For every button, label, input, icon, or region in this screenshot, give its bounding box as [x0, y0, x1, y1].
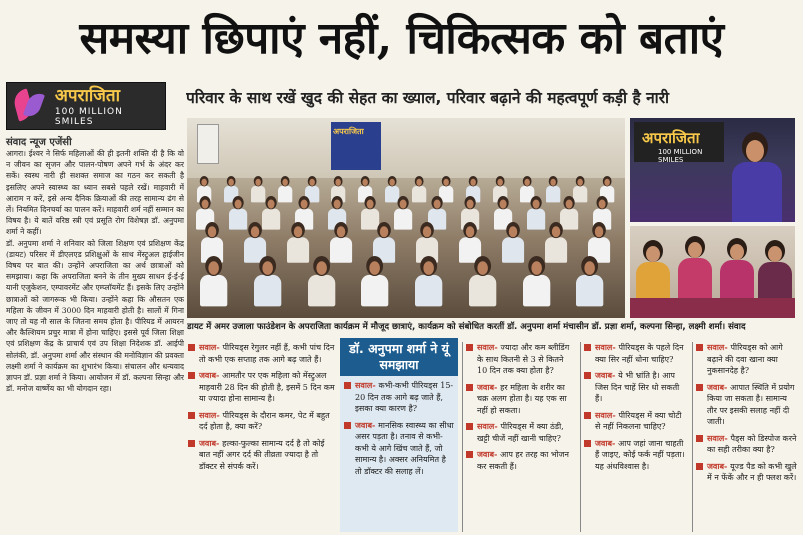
logo-title: अपराजिता — [54, 86, 121, 106]
answer-text: आपात स्थिति में प्रयोग किया जा सकता है। सामान्य तौर पर इसकी सलाह नहीं दी जाती। — [707, 382, 795, 426]
question-text: ज्यादा और कम ब्लीडिंग के साथ कितनी से 3 से कितने 10 दिन तक क्या होता है? — [477, 343, 570, 375]
answer-text: आप हर तरह का भोजन कर सकती हैं। — [477, 450, 569, 471]
question-label: सवाल- — [477, 342, 501, 352]
question-label: सवाल- — [355, 380, 379, 390]
answer-text: आमतौर पर एक महिला को मेंस्ट्रुअल माहवारी 28 दिन की होती है, इसमें 5 दिन कम या ज्यादा होना सामान्य है। — [199, 371, 335, 403]
photo-banner-subtitle: 100 MILLION SMILES — [658, 148, 703, 164]
answer-label: जवाब- — [355, 419, 379, 430]
expert-explains-box — [340, 338, 458, 532]
logo-subtitle: 100 MILLION SMILES — [54, 107, 123, 127]
question-label: सवाल- — [707, 342, 731, 352]
headline: समस्या छिपाएं नहीं, चिकित्सक को बताएं — [79, 13, 724, 64]
lead-paragraph: आगरा। ईश्वर ने सिर्फ महिलाओं की ही इतनी शक्ति दी है कि वो न जीवन का सृजन और पालन-पोषण अपने गर्भ के अंदर कर सकें। स्वस्थ नारी ही सशक्त समाज का गठन कर सकती है इसलिए अपने स्वास्थ्य का ध्यान सबसे पहले रखें। माहवारी में आराम न करें, इसे अन्य दैनिक क्रियाओं की तरह सामान्य ढंग से लें। नियमित दिनचर्या का पालन करें। माहवारी शर्म नहीं सम्मान का विषय है। ये बातें वरिष्ठ स्त्री एवं प्रसूति रोग विशेषज्ञ डॉ. अनुपमा शर्मा ने कहीं। — [6, 149, 184, 237]
answer-text: यूज्ड पैड को कभी खुले में न फेंकें और न ही फ्लश करें। — [707, 461, 797, 482]
answer-label: जवाब- — [707, 460, 731, 471]
answer-text: हल्का-फुल्का सामान्य दर्द है तो कोई बात नहीं अगर दर्द की तीव्रता ज्यादा है तो डॉक्टर से संपर्क करें। — [199, 438, 325, 471]
question-text: पीरियड्स में क्या चोटी से नहीं निकलना चाहिए? — [595, 410, 682, 431]
question-text: पीरियड्स को आगे बढ़ाने की दवा खाना क्या नुकसानदेह है? — [707, 343, 783, 375]
photo-board-title: अपराजिता — [333, 127, 364, 136]
butterfly-logo-icon — [13, 86, 49, 126]
question-label: सवाल- — [199, 342, 223, 352]
aparajita-logo — [6, 82, 166, 130]
question-text: पीरियड्स के पहले दिन क्या सिर नहीं धोना चाहिए? — [595, 343, 684, 364]
question-text: पैड्स को डिस्पोज करने का सही तरीका क्या है? — [707, 433, 797, 454]
photo-speaker — [630, 118, 795, 222]
answer-label: जवाब- — [199, 370, 223, 380]
subheadline: परिवार के साथ रखें खुद की सेहत का ख्याल, परिवार बढ़ाने की महत्वपूर्ण कड़ी है नारी — [186, 89, 670, 107]
lead-article — [6, 148, 184, 533]
qa-column-4 — [696, 342, 798, 532]
question-text: पीरियड्स रेगुलर नहीं हैं, कभी पांच दिन तो कभी एक सप्ताह तक आगे बढ़ जाते हैं। — [199, 343, 335, 364]
question-text: कभी-कभी पीरियड्स 15-20 दिन तक आगे बढ़ जाते हैं, इसका क्या कारण है? — [355, 381, 454, 413]
question-label: सवाल- — [707, 432, 731, 443]
qa-column-2 — [466, 342, 576, 532]
expert-box-title: डॉ. अनुपमा शर्मा ने यूं समझाया — [340, 338, 458, 376]
qa-column-3 — [584, 342, 688, 532]
answer-text: मानसिक स्वास्थ्य का सीधा असर पड़ता है। तनाव से कभी-कभी ये आगे खिंच जाते हैं, जो सामान्य है। अक्सर अनियमित है तो डॉक्टर की सलाह लें। — [355, 420, 454, 476]
answer-text: हर महिला के शरीर का चक्र अलग होता है। यह एक सा नहीं हो सकता। — [477, 382, 567, 415]
photo-dignitaries — [630, 226, 795, 318]
qa-column-1 — [188, 342, 336, 532]
answer-label: जवाब- — [595, 437, 619, 448]
lead-paragraph: डॉ. अनुपमा शर्मा ने शनिवार को जिला शिक्षण एवं प्रशिक्षण केंद्र (डायट) परिसर में डीएलएड प्रशिक्षुओं के साथ मेंस्ट्रुअल हाईजीन विषय पर बात की। उन्होंने अपराजिता का अर्थ छात्राओं को समझाया। कहा कि अपराजिता बनने के तीन मुख्य साधन ई-ई-ई यानी एजुकेशन, एम्पावरमेंट और एम्प्लॉयमेंट हैं। इसके लिए उन्होंने छात्राओं को जागरूक भी किया। उन्होंने कहा कि औसतन एक महिला के जीवन में 3000 दिन माहवारी होती है। सालों में गिना जाए तो यह नौ साल के जितना समय होता है। पीरियड में आयरन और कैल्शियम प्रचुर मात्रा में होना चाहिए। इससे पूर्व जिला शिक्षा एवं प्रशिक्षण केंद्र के प्राचार्य एवं उप शिक्षा निदेशक डॉ. आईपी सोलंकी, डॉ. अनुपमा शर्मा और संस्थान की मनोविज्ञान की प्रवक्ता लक्ष्मी शर्मा ने कार्यक्रम का शुभारंभ किया। संचालन और धन्यवाद ज्ञापन डॉ. प्रज्ञा शर्मा ने किया। आयोजन में डॉ. कल्पना सिन्हा और डॉ. मनोज वार्ष्णेय का भी योगदान रहा। — [6, 238, 184, 394]
answer-label: जवाब- — [707, 381, 731, 392]
answer-text: आप जहां जाना चाहती हैं जाइए, कोई फर्क नहीं पड़ता। यह अंधविश्वास है। — [595, 438, 685, 471]
photo-caption: डायट में अमर उजाला फाउंडेशन के अपराजिता कार्यक्रम में मौजूद छात्राएं, कार्यक्रम को संबोधित करतीं डॉ. अनुपमा शर्मा मंचासीन डॉ. प्रज्ञा शर्मा, कल्पना सिन्हा, लक्ष्मी शर्मा। संवाद — [187, 322, 746, 332]
answer-label: जवाब- — [595, 370, 619, 380]
photo-banner-title: अपराजिता — [642, 129, 700, 147]
question-label: सवाल- — [199, 409, 223, 420]
answer-label: जवाब- — [477, 449, 501, 459]
question-text: पीरियड्स में क्या ठंडी, खट्टी चीजें नहीं खानी चाहिए? — [477, 422, 564, 443]
question-label: सवाल- — [595, 342, 619, 352]
byline: संवाद न्यूज एजेंसी — [6, 137, 72, 148]
photo-banner — [634, 122, 724, 162]
question-text: पीरियड्स के दौरान कमर, पेट में बहुत दर्द होता है, क्या करें? — [199, 410, 330, 431]
answer-label: जवाब- — [477, 381, 501, 392]
photo-board — [331, 122, 381, 170]
question-label: सवाल- — [595, 409, 619, 420]
answer-text: ये भी भ्रांति है। आप जिस दिन चाहें सिर धो सकती हैं। — [595, 371, 680, 403]
photo-students-classroom — [187, 118, 625, 318]
answer-label: जवाब- — [199, 437, 223, 448]
question-label: सवाल- — [477, 421, 501, 431]
